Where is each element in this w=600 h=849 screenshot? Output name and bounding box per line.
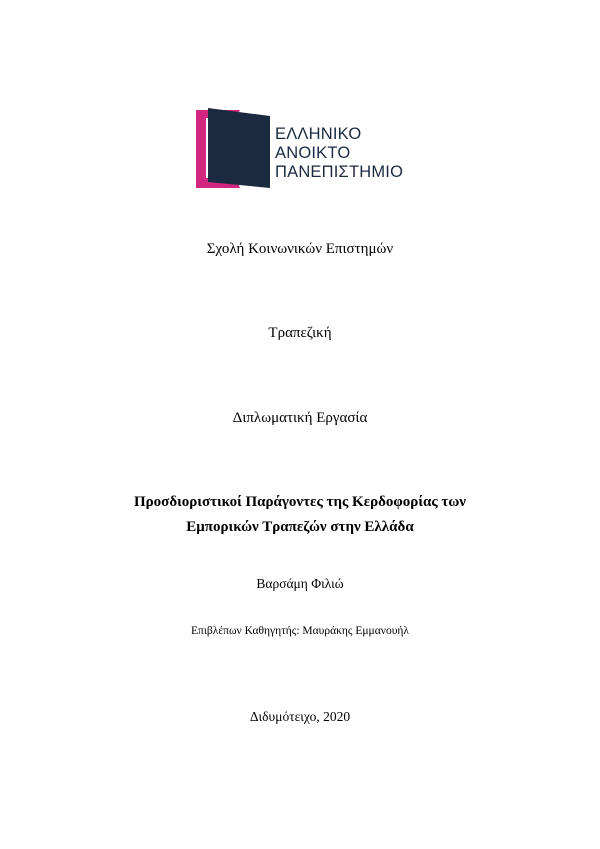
document-type: Διπλωματική Εργασία xyxy=(232,410,368,426)
program-name: Τραπεζική xyxy=(268,325,332,341)
logo-line-2: ΑΝΟΙΚΤΟ xyxy=(275,144,351,162)
supervisor-line: Επιβλέπων Καθηγητής: Μαυράκης Εμμανουήλ xyxy=(191,625,409,637)
book-emblem-icon xyxy=(196,108,276,190)
logo-line-1: ΕΛΛΗΝΙΚΟ xyxy=(275,125,362,143)
author-name: Βαρσάμη Φιλιώ xyxy=(256,576,344,591)
place-year: Διδυμότειχο, 2020 xyxy=(249,709,351,724)
logo-wordmark xyxy=(275,125,403,182)
logo-line-3: ΠΑΝΕΠΙΣΤΗΜΙΟ xyxy=(275,163,404,181)
school-name: Σχολή Κοινωνικών Επιστημών xyxy=(206,241,394,257)
thesis-title-line-2: Εμπορικών Τραπεζών στην Ελλάδα xyxy=(186,519,414,535)
university-logo xyxy=(196,108,416,190)
thesis-title-line-1: Προσδιοριστικοί Παράγοντες της Κερδοφορίας των xyxy=(133,494,466,510)
